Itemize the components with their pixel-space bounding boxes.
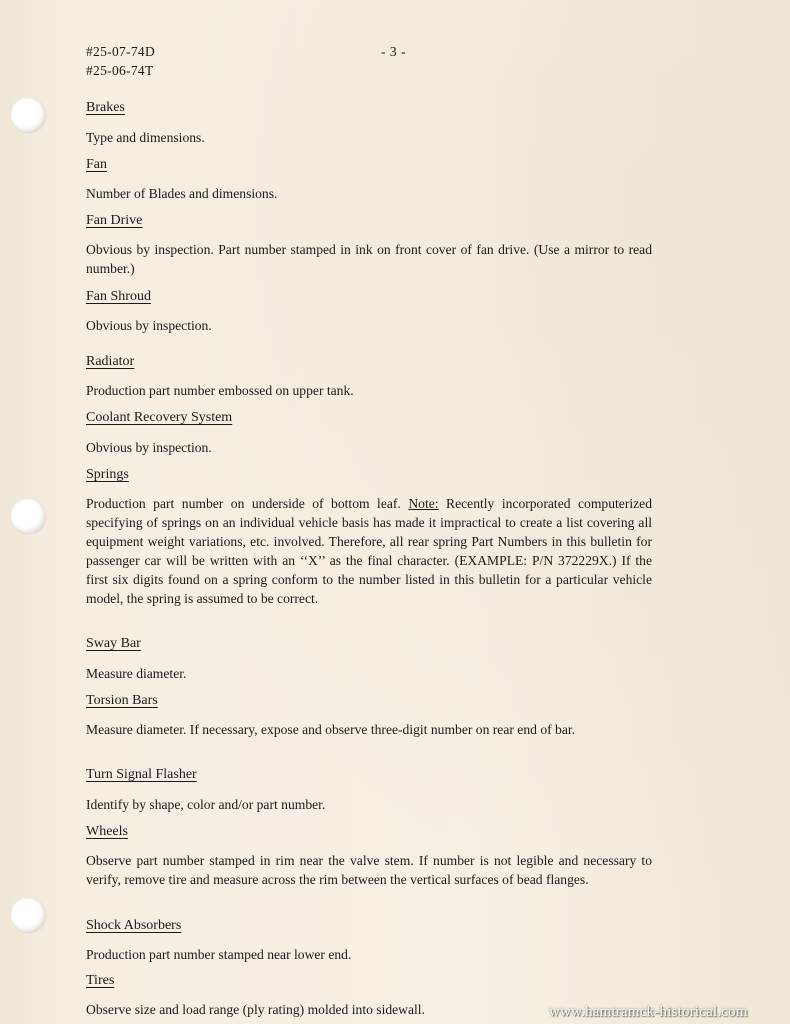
section-body-shock-absorbers: Production part number stamped near lower end. [86,947,352,962]
section-title-fan-shroud: Fan Shroud [86,289,151,304]
section-title-fan-drive: Fan Drive [86,213,143,228]
section-body-springs [86,494,652,608]
section-body-fan-drive: Obvious by inspection. Part number stamped in ink on front cover of fan drive. (Use a mirror to read number.) [86,242,652,276]
section-title-tires: Tires [86,973,115,988]
binder-hole-top [11,98,45,132]
section-title-brakes: Brakes [86,100,125,115]
binder-hole-bottom [11,898,45,932]
section-body-sway-bar: Measure diameter. [86,666,187,681]
springs-note-label: Note: [408,496,439,511]
springs-body-text: Recently incorporated computerized specifying of springs on an individual vehicle basis has made it impractical to create a list covering all equipment weight variations, etc. involved. Therefore, all rear spring Part Numbers in this bulletin for passenger car will be written with an ‘‘X’’ as the final character. (EXAMPLE: P/N 372229X.) If the first six digits found on a spring conform to the number listed in this bulletin for a particular vehicle model, the spring is assumed to be correct. [86,496,652,606]
springs-body-intro: Production part number on underside of bottom leaf. [86,496,409,511]
section-body-radiator: Production part number embossed on upper tank. [86,383,354,398]
section-title-shock-absorbers: Shock Absorbers [86,918,182,933]
document-id-primary: #25-07-74D [86,44,155,59]
section-title-fan: Fan [86,157,107,172]
section-body-torsion-bars: Measure diameter. If necessary, expose and observe three-digit number on rear end of bar. [86,722,576,737]
section-body-fan: Number of Blades and dimensions. [86,186,278,201]
section-title-coolant-recovery: Coolant Recovery System [86,410,233,425]
section-title-sway-bar: Sway Bar [86,636,141,651]
website-watermark: www.hamtramck-historical.com [549,1004,748,1020]
binder-hole-middle [11,499,45,533]
section-title-torsion-bars: Torsion Bars [86,693,158,708]
section-title-wheels: Wheels [86,824,128,839]
section-body-brakes: Type and dimensions. [86,130,205,145]
section-title-turn-signal-flasher: Turn Signal Flasher [86,767,197,782]
section-body-fan-shroud: Obvious by inspection. [86,318,212,333]
section-body-coolant-recovery: Obvious by inspection. [86,440,212,455]
section-body-wheels: Observe part number stamped in rim near the valve stem. If number is not legible and necessary to verify, remove tire and measure across the rim between the vertical surfaces of bead flanges. [86,853,652,887]
section-body-tires: Observe size and load range (ply rating) molded into sidewall. [86,1002,425,1017]
section-body-turn-signal-flasher: Identify by shape, color and/or part number. [86,797,326,812]
section-title-radiator: Radiator [86,354,135,369]
page-number: - 3 - [381,44,406,59]
document-id-secondary: #25-06-74T [86,63,154,78]
section-title-springs: Springs [86,467,129,482]
